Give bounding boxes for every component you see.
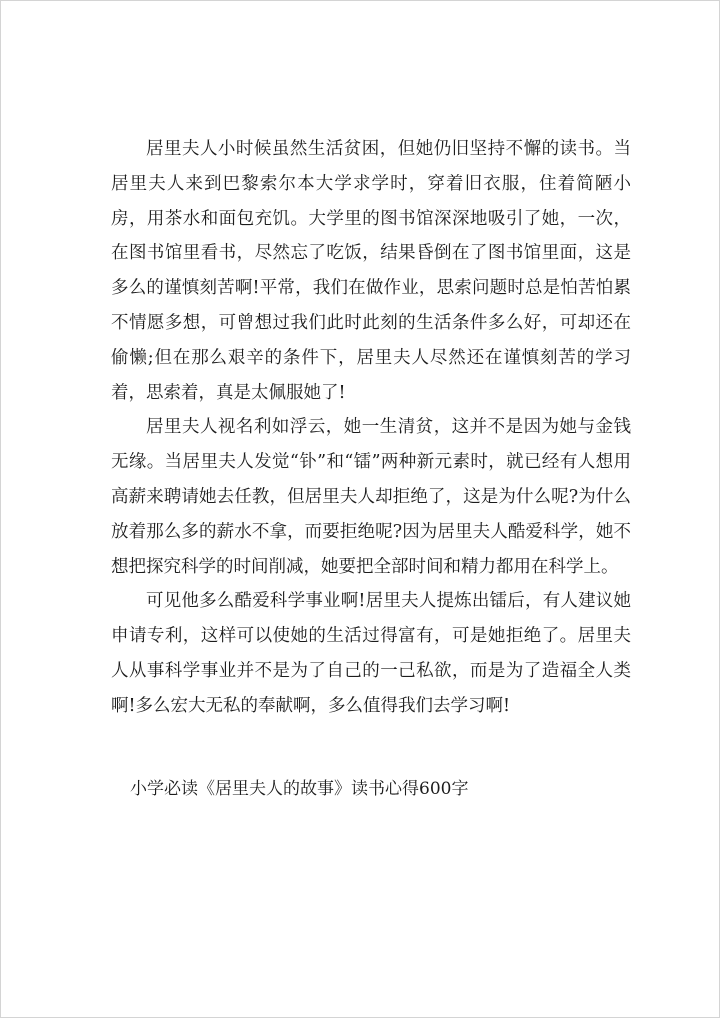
paragraph-1: 居里夫人小时候虽然生活贫困，但她仍旧坚持不懈的读书。当居里夫人来到巴黎索尔本大学求学时，穿着旧衣服，住着简陋小房，用茶水和面包充饥。大学里的图书馆深深地吸引了她，一次，在图书馆里看书，尽然忘了吃饭，结果昏倒在了图书馆里面，这是多么的谨慎刻苦啊!平常，我们在做作业，思索问题时总是怕苦怕累不情愿多想，可曾想过我们此时此刻的生活条件多么好，可却还在偷懒;但在那么艰辛的条件下，居里夫人尽然还在谨慎刻苦的学习着，思索着，真是太佩服她了!	[111, 139, 631, 403]
essay-body	[111, 132, 631, 724]
paragraph-2: 居里夫人视名利如浮云，她一生清贫，这并不是因为她与金钱无缘。当居里夫人发觉“钋”和“镭”两种新元素时，就已经有人想用高薪来聘请她去任教，但居里夫人却拒绝了，这是为什么呢?为什么放着那么多的薪水不拿，而要拒绝呢?因为居里夫人酷爱科学，她不想把探究科学的时间削减，她要把全部时间和精力都用在科学上。	[111, 417, 631, 577]
next-essay-title: 小学必读《居里夫人的故事》读书心得600字	[130, 779, 469, 799]
paragraph-3: 可见他多么酷爱科学事业啊!居里夫人提炼出镭后，有人建议她申请专利，这样可以使她的生活过得富有，可是她拒绝了。居里夫人从事科学事业并不是为了自己的一己私欲，而是为了造福全人类啊!多么宏大无私的奉献啊，多么值得我们去学习啊!	[111, 591, 631, 716]
